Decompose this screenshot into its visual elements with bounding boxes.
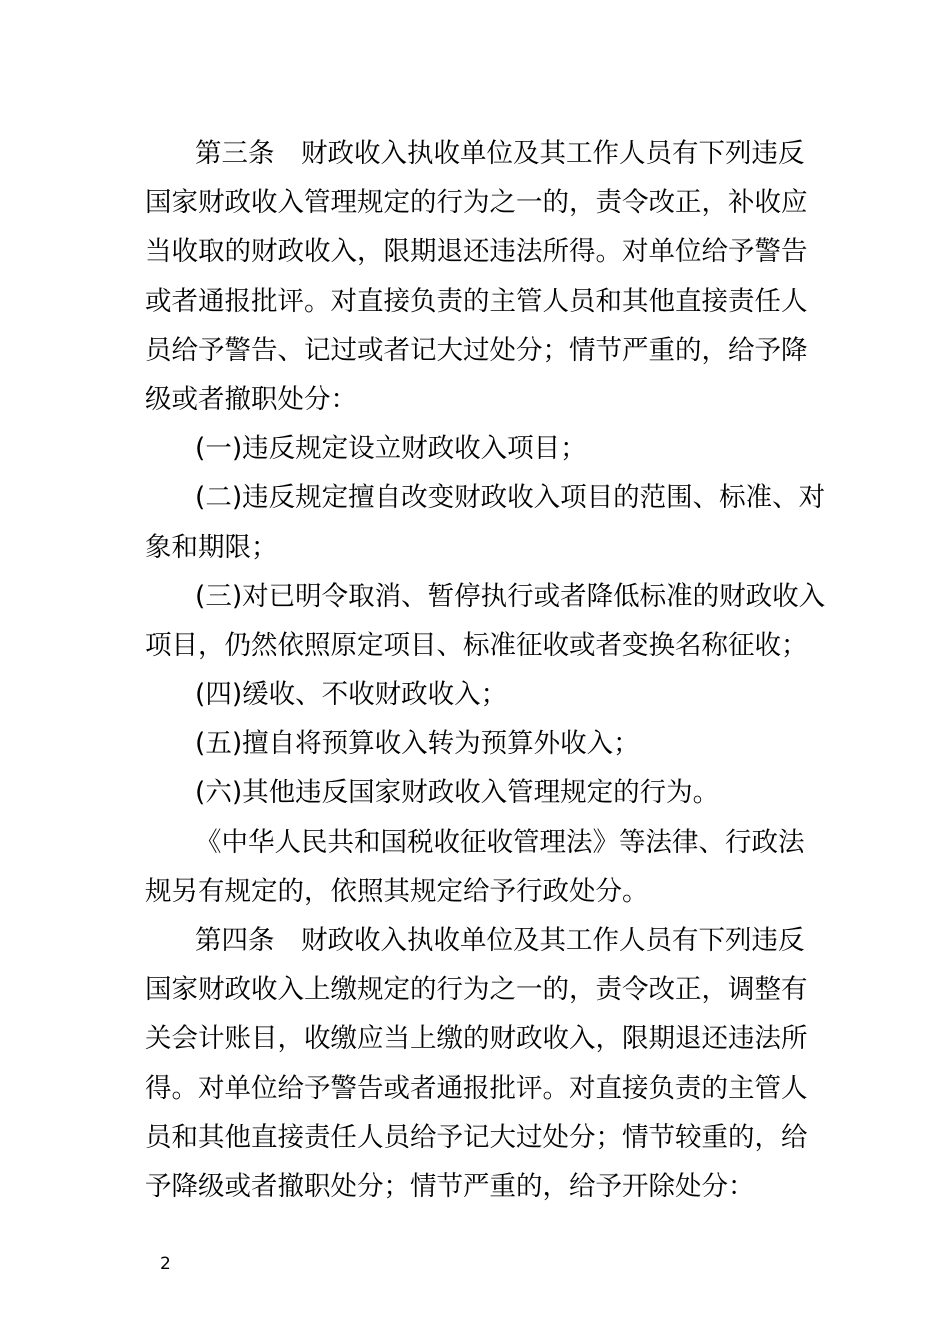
text-line: 象和期限； (145, 531, 278, 563)
text-line: 国家财政收入上缴规定的行为之一的，责令改正，调整有 (145, 974, 808, 1006)
text-line: 级或者撤职处分： (145, 383, 357, 415)
article-4-heading-line: 第四条 财政收入执收单位及其工作人员有下列违反 (195, 925, 805, 956)
text-line: 予降级或者撤职处分；情节严重的，给予开除处分： (145, 1170, 755, 1202)
text-line: 或者通报批评。对直接负责的主管人员和其他直接责任人 (145, 285, 808, 317)
tax-law-paragraph-line: 《中华人民共和国税收征收管理法》等法律、行政法 (195, 826, 805, 858)
text-line: 规另有规定的，依照其规定给予行政处分。 (145, 875, 649, 907)
list-item-4: (四)缓收、不收财政收入； (195, 679, 508, 711)
text-line: 员给予警告、记过或者记大过处分；情节严重的，给予降 (145, 334, 808, 366)
list-item-1: (一)违反规定设立财政收入项目； (195, 433, 587, 465)
list-item-2: (二)违反规定擅自改变财政收入项目的范围、标准、对 (195, 482, 826, 514)
page-number: 2 (160, 1254, 171, 1274)
body-text (145, 129, 825, 1211)
list-item-6: (六)其他违反国家财政收入管理规定的行为。 (195, 777, 720, 809)
text-line: 项目，仍然依照原定项目、标准征收或者变换名称征收； (145, 629, 808, 661)
text-line: 关会计账目，收缴应当上缴的财政收入，限期退还违法所 (145, 1023, 808, 1055)
article-3-heading-line: 第三条 财政收入执收单位及其工作人员有下列违反 (195, 138, 805, 169)
list-item-3: (三)对已明令取消、暂停执行或者降低标准的财政收入 (195, 580, 826, 612)
text-line: 国家财政收入管理规定的行为之一的，责令改正，补收应 (145, 187, 808, 219)
text-line: 当收取的财政收入，限期退还违法所得。对单位给予警告 (145, 236, 808, 268)
text-line: 员和其他直接责任人员给予记大过处分；情节较重的，给 (145, 1121, 808, 1153)
list-item-5: (五)擅自将预算收入转为预算外收入； (195, 728, 640, 760)
text-line: 得。对单位给予警告或者通报批评。对直接负责的主管人 (145, 1072, 808, 1104)
